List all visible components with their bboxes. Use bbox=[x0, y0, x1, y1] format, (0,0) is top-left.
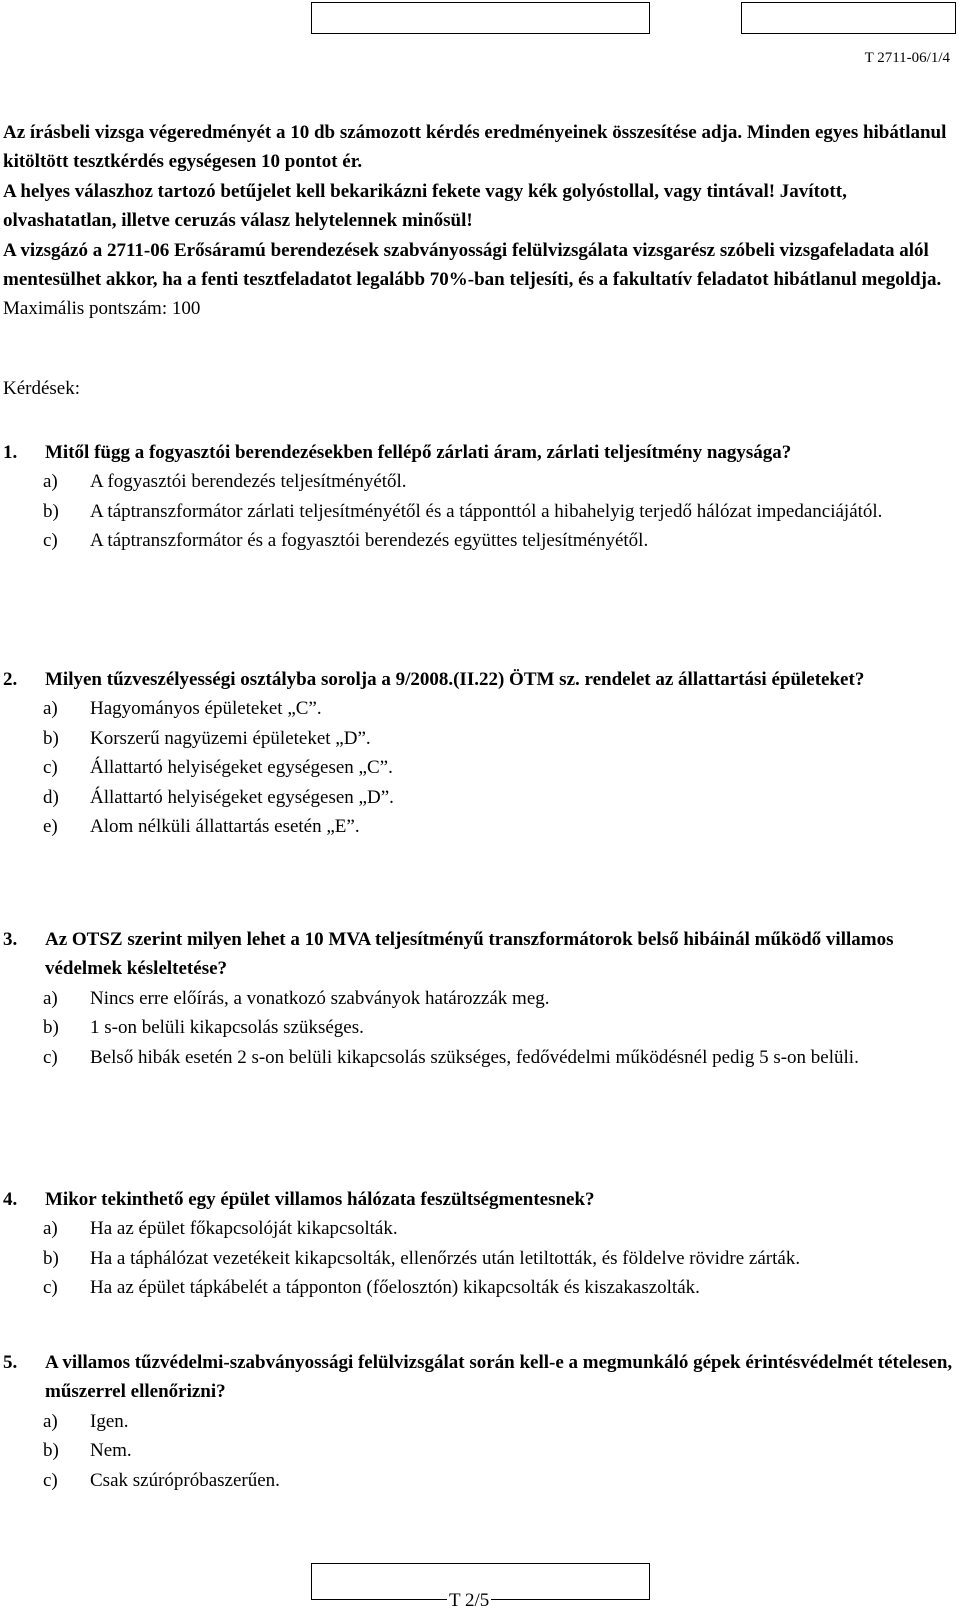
option-text: Állattartó helyiségeket egységesen „D”. bbox=[90, 786, 394, 808]
question-text: Mikor tekinthető egy épület villamos hálózata feszültségmentesnek? bbox=[45, 1189, 595, 1210]
document-code: T 2711-06/1/4 bbox=[864, 50, 950, 66]
option-text: Ha az épület főkapcsolóját kikapcsolták. bbox=[90, 1218, 398, 1240]
answer-option[interactable] bbox=[3, 1466, 953, 1495]
page-number: T 2/5 bbox=[449, 1590, 490, 1611]
question-title bbox=[3, 1185, 953, 1214]
option-letter: d) bbox=[43, 786, 59, 808]
header-field-box bbox=[741, 2, 956, 34]
question-title bbox=[3, 665, 953, 694]
option-text: Korszerű nagyüzemi épületeket „D”. bbox=[90, 727, 371, 749]
option-text: A fogyasztói berendezés teljesítményétől. bbox=[90, 471, 407, 493]
question-block bbox=[3, 925, 953, 1072]
option-letter: c) bbox=[43, 1046, 58, 1068]
question-block bbox=[3, 665, 953, 841]
header-field-box bbox=[311, 2, 650, 34]
option-letter: e) bbox=[43, 816, 58, 838]
question-title bbox=[3, 438, 953, 467]
option-text: Igen. bbox=[90, 1410, 129, 1432]
answer-option[interactable] bbox=[3, 753, 953, 782]
option-text: Ha az épület tápkábelét a tápponton (főelosztón) kikapcsolták és kiszakaszolták. bbox=[90, 1277, 700, 1299]
answer-option[interactable] bbox=[3, 1273, 953, 1302]
answer-option[interactable] bbox=[3, 1013, 953, 1042]
question-number: 3. bbox=[3, 929, 18, 950]
option-letter: a) bbox=[43, 698, 58, 720]
option-text: Állattartó helyiségeket egységesen „C”. bbox=[90, 757, 393, 779]
option-text: 1 s-on belüli kikapcsolás szükséges. bbox=[90, 1017, 364, 1039]
max-points: Maximális pontszám: 100 bbox=[3, 298, 201, 320]
answer-option[interactable] bbox=[3, 1244, 953, 1273]
question-text: Az OTSZ szerint milyen lehet a 10 MVA teljesítményű transzformátorok belső hibáinál működő villamos védelmek késleltetése? bbox=[45, 929, 894, 980]
question-number: 2. bbox=[3, 669, 18, 690]
option-letter: b) bbox=[43, 727, 59, 749]
instructions-paragraph: Az írásbeli vizsga végeredményét a 10 db számozott kérdés eredményeinek összesítése adja. Minden egyes hibátlanul kitöltött tesztkérdés egységesen 10 pontot ér. bbox=[3, 122, 947, 173]
option-letter: b) bbox=[43, 1440, 59, 1462]
option-text: Nincs erre előírás, a vonatkozó szabványok határozzák meg. bbox=[90, 987, 550, 1009]
question-block bbox=[3, 1185, 953, 1303]
option-letter: a) bbox=[43, 1410, 58, 1432]
option-text: Belső hibák esetén 2 s-on belüli kikapcsolás szükséges, fedővédelmi működésnél pedig 5 s-on belüli. bbox=[90, 1046, 859, 1068]
answer-option[interactable] bbox=[3, 497, 953, 526]
answer-option[interactable] bbox=[3, 724, 953, 753]
answer-option[interactable] bbox=[3, 783, 953, 812]
option-letter: c) bbox=[43, 530, 58, 552]
answer-option[interactable] bbox=[3, 694, 953, 723]
option-letter: a) bbox=[43, 987, 58, 1009]
question-title bbox=[3, 1348, 953, 1407]
answer-option[interactable] bbox=[3, 1043, 953, 1072]
option-text: A táptranszformátor zárlati teljesítményétől és a tápponttól a hibahelyig terjedő hálózat impedanciájától. bbox=[90, 500, 883, 522]
question-number: 5. bbox=[3, 1352, 18, 1373]
option-letter: b) bbox=[43, 1247, 59, 1269]
answer-option[interactable] bbox=[3, 467, 953, 496]
question-block bbox=[3, 1348, 953, 1495]
question-number: 1. bbox=[3, 442, 18, 463]
instructions-paragraph: A helyes válaszhoz tartozó betűjelet kell bekarikázni fekete vagy kék golyóstollal, vagy tintával! Javított, olvashatatlan, illetve ceruzás válasz helytelennek minősül! bbox=[3, 180, 847, 232]
option-text: Nem. bbox=[90, 1440, 132, 1462]
option-text: Ha a táphálózat vezetékeit kikapcsolták, ellenőrzés után letiltották, és földelve rövidre zárták. bbox=[90, 1247, 801, 1269]
option-letter: c) bbox=[43, 1277, 58, 1299]
question-block bbox=[3, 438, 953, 556]
question-title bbox=[3, 925, 953, 984]
answer-option[interactable] bbox=[3, 812, 953, 841]
question-text: Mitől függ a fogyasztói berendezésekben fellépő zárlati áram, zárlati teljesítmény nagysága? bbox=[45, 442, 792, 463]
option-text: Alom nélküli állattartás esetén „E”. bbox=[90, 816, 360, 838]
option-letter: a) bbox=[43, 1218, 58, 1240]
option-letter: a) bbox=[43, 471, 58, 493]
option-letter: c) bbox=[43, 1469, 58, 1491]
option-letter: b) bbox=[43, 500, 59, 522]
answer-option[interactable] bbox=[3, 1214, 953, 1243]
option-text: A táptranszformátor és a fogyasztói berendezés együttes teljesítményétől. bbox=[90, 530, 649, 552]
question-text: Milyen tűzveszélyességi osztályba sorolja a 9/2008.(II.22) ÖTM sz. rendelet az állattartási épületeket? bbox=[45, 669, 865, 690]
answer-option[interactable] bbox=[3, 1436, 953, 1465]
instructions bbox=[3, 118, 953, 324]
question-number: 4. bbox=[3, 1189, 18, 1210]
answer-option[interactable] bbox=[3, 984, 953, 1013]
option-letter: c) bbox=[43, 757, 58, 779]
question-text: A villamos tűzvédelmi-szabványossági felülvizsgálat során kell-e a megmunkáló gépek érintésvédelmét tételesen, műszerrel ellenőrizni? bbox=[45, 1352, 953, 1403]
questions-heading: Kérdések: bbox=[3, 378, 81, 399]
answer-option[interactable] bbox=[3, 1407, 953, 1436]
answer-option[interactable] bbox=[3, 526, 953, 555]
instructions-paragraph: A vizsgázó a 2711-06 Erősáramú berendezések szabványossági felülvizsgálata vizsgarész szóbeli vizsgafeladata alól mentesülhet akkor, ha a fenti tesztfeladatot legalább 70%-ban teljesíti, és a fakultatív feladatot hibátlanul megoldja. bbox=[3, 239, 942, 291]
option-letter: b) bbox=[43, 1017, 59, 1039]
option-text: Csak szúrópróbaszerűen. bbox=[90, 1469, 280, 1491]
option-text: Hagyományos épületeket „C”. bbox=[90, 698, 322, 720]
